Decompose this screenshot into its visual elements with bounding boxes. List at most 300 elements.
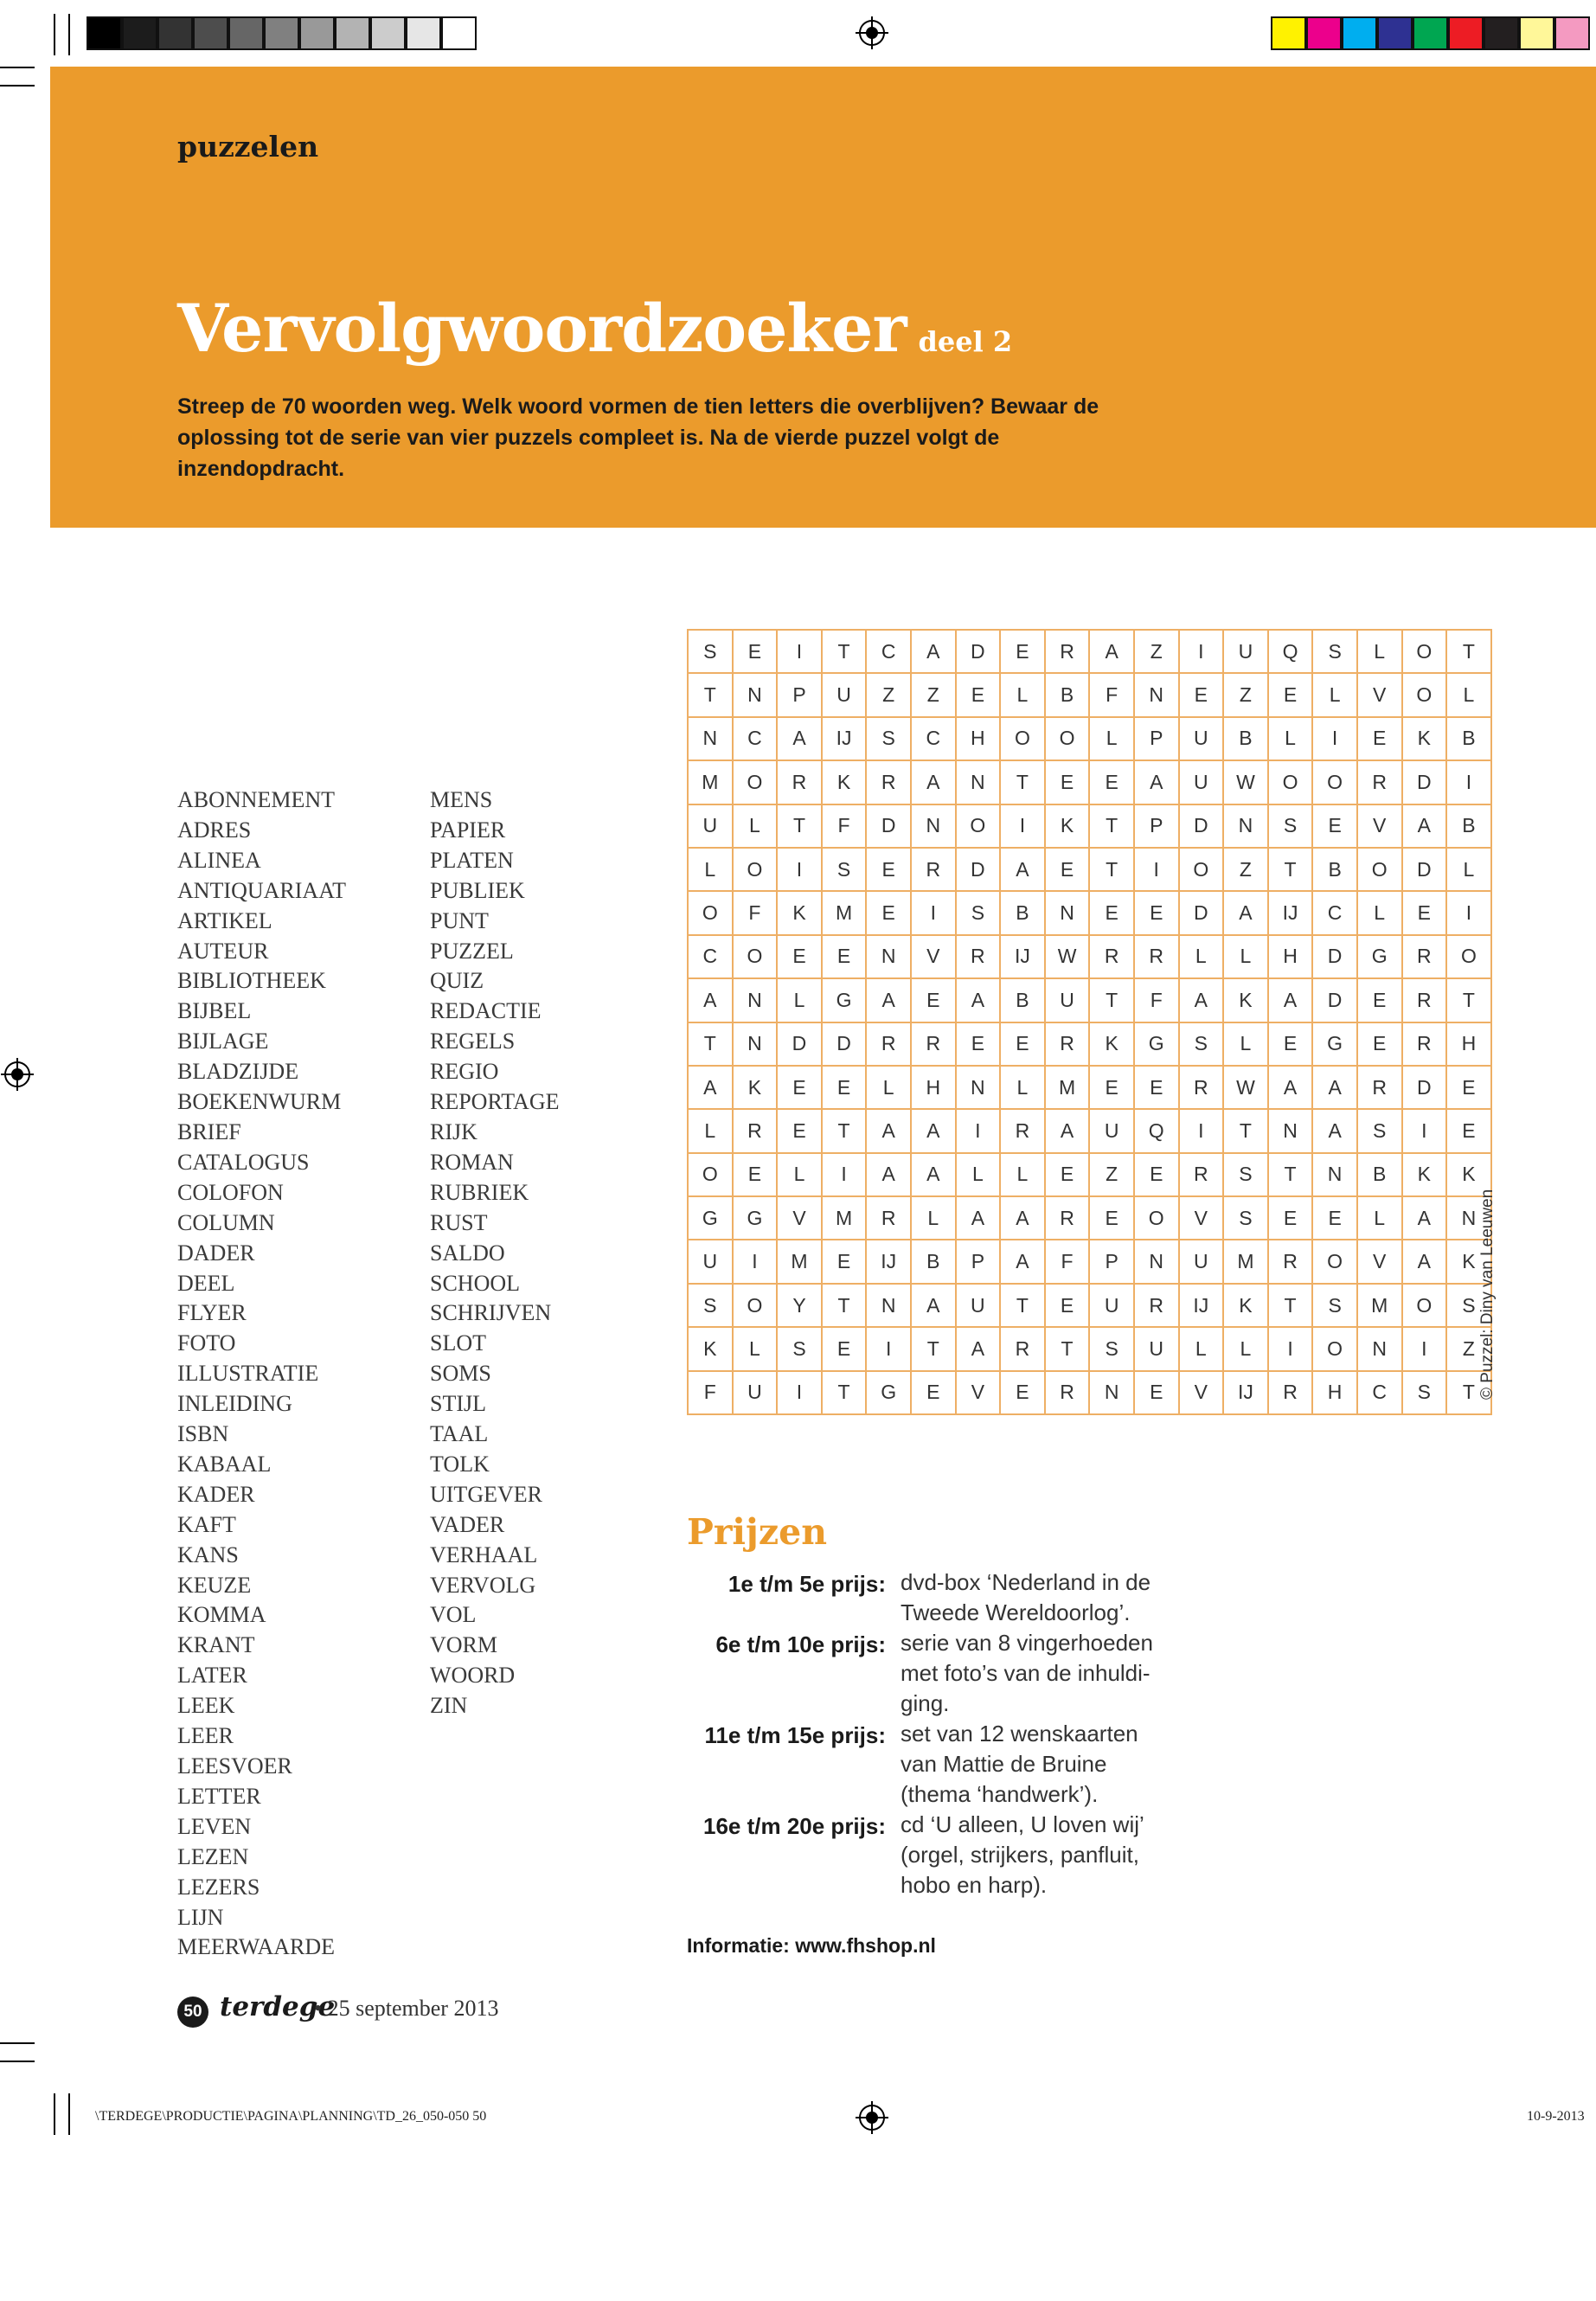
grid-cell[interactable]: IJ xyxy=(1000,935,1045,978)
grid-cell[interactable]: O xyxy=(733,1284,778,1327)
grid-cell[interactable]: H xyxy=(1268,935,1313,978)
grid-cell[interactable]: R xyxy=(1045,1196,1090,1240)
grid-cell[interactable]: E xyxy=(777,1066,822,1109)
grid-cell[interactable]: L xyxy=(1268,717,1313,760)
grid-cell[interactable]: A xyxy=(911,1284,956,1327)
grid-cell[interactable]: O xyxy=(688,1153,733,1196)
grid-cell[interactable]: L xyxy=(777,1153,822,1196)
grid-cell[interactable]: K xyxy=(1045,804,1090,848)
grid-cell[interactable]: R xyxy=(1402,1022,1447,1066)
grid-cell[interactable]: E xyxy=(1000,1022,1045,1066)
grid-cell[interactable]: E xyxy=(822,1327,867,1370)
grid-cell[interactable]: A xyxy=(956,978,1001,1022)
grid-cell[interactable]: O xyxy=(1357,848,1402,891)
grid-cell[interactable]: L xyxy=(911,1196,956,1240)
grid-cell[interactable]: N xyxy=(733,673,778,716)
grid-cell[interactable]: D xyxy=(1179,804,1224,848)
grid-cell[interactable]: A xyxy=(866,1153,911,1196)
grid-cell[interactable]: C xyxy=(733,717,778,760)
grid-cell[interactable]: K xyxy=(1402,717,1447,760)
grid-cell[interactable]: E xyxy=(1134,1371,1179,1414)
grid-cell[interactable]: T xyxy=(1000,1284,1045,1327)
grid-cell[interactable]: E xyxy=(1312,1196,1357,1240)
grid-cell[interactable]: E xyxy=(956,1022,1001,1066)
grid-cell[interactable]: S xyxy=(866,717,911,760)
grid-cell[interactable]: V xyxy=(911,935,956,978)
grid-cell[interactable]: M xyxy=(1223,1240,1268,1283)
grid-cell[interactable]: N xyxy=(956,1066,1001,1109)
grid-cell[interactable]: I xyxy=(777,630,822,673)
grid-cell[interactable]: C xyxy=(1357,1371,1402,1414)
grid-cell[interactable]: E xyxy=(1312,804,1357,848)
grid-cell[interactable]: I xyxy=(1179,1109,1224,1152)
grid-cell[interactable]: U xyxy=(956,1284,1001,1327)
grid-cell[interactable]: Z xyxy=(1223,848,1268,891)
grid-cell[interactable]: T xyxy=(1223,1109,1268,1152)
grid-cell[interactable]: R xyxy=(911,848,956,891)
grid-cell[interactable]: E xyxy=(1089,891,1134,934)
grid-cell[interactable]: B xyxy=(1000,891,1045,934)
grid-cell[interactable]: L xyxy=(1357,630,1402,673)
grid-cell[interactable]: L xyxy=(1357,891,1402,934)
grid-cell[interactable]: E xyxy=(1089,1066,1134,1109)
grid-cell[interactable]: R xyxy=(1045,630,1090,673)
grid-cell[interactable]: P xyxy=(1134,804,1179,848)
grid-cell[interactable]: A xyxy=(956,1327,1001,1370)
grid-cell[interactable]: Q xyxy=(1268,630,1313,673)
grid-cell[interactable]: L xyxy=(1089,717,1134,760)
grid-cell[interactable]: S xyxy=(1223,1153,1268,1196)
grid-cell[interactable]: A xyxy=(1223,891,1268,934)
grid-cell[interactable]: S xyxy=(1179,1022,1224,1066)
grid-cell[interactable]: L xyxy=(1223,935,1268,978)
grid-cell[interactable]: N xyxy=(733,1022,778,1066)
grid-cell[interactable]: E xyxy=(1045,1153,1090,1196)
grid-cell[interactable]: S xyxy=(688,1284,733,1327)
grid-cell[interactable]: L xyxy=(733,1327,778,1370)
grid-cell[interactable]: N xyxy=(1045,891,1090,934)
grid-cell[interactable]: N xyxy=(1268,1109,1313,1152)
grid-cell[interactable]: A xyxy=(911,760,956,804)
grid-cell[interactable]: N xyxy=(1357,1327,1402,1370)
grid-cell[interactable]: R xyxy=(1179,1153,1224,1196)
grid-cell[interactable]: O xyxy=(1312,1327,1357,1370)
grid-cell[interactable]: O xyxy=(733,935,778,978)
grid-cell[interactable]: B xyxy=(1446,717,1491,760)
grid-cell[interactable]: E xyxy=(1134,1066,1179,1109)
grid-cell[interactable]: F xyxy=(1045,1240,1090,1283)
grid-cell[interactable]: D xyxy=(1402,1066,1447,1109)
grid-cell[interactable]: K xyxy=(1402,1153,1447,1196)
grid-cell[interactable]: K xyxy=(1223,1284,1268,1327)
grid-cell[interactable]: IJ xyxy=(1179,1284,1224,1327)
grid-cell[interactable]: L xyxy=(688,1109,733,1152)
grid-cell[interactable]: V xyxy=(1179,1196,1224,1240)
grid-cell[interactable]: A xyxy=(1402,1240,1447,1283)
grid-cell[interactable]: S xyxy=(1223,1196,1268,1240)
grid-cell[interactable]: A xyxy=(1268,978,1313,1022)
grid-cell[interactable]: R xyxy=(1357,760,1402,804)
grid-cell[interactable]: D xyxy=(866,804,911,848)
grid-cell[interactable]: T xyxy=(822,1109,867,1152)
grid-cell[interactable]: Z xyxy=(911,673,956,716)
grid-cell[interactable]: F xyxy=(1134,978,1179,1022)
grid-cell[interactable]: A xyxy=(866,978,911,1022)
grid-cell[interactable]: U xyxy=(822,673,867,716)
grid-cell[interactable]: T xyxy=(822,630,867,673)
grid-cell[interactable]: Z xyxy=(1223,673,1268,716)
grid-cell[interactable]: N xyxy=(956,760,1001,804)
grid-cell[interactable]: O xyxy=(1045,717,1090,760)
grid-cell[interactable]: T xyxy=(777,804,822,848)
grid-cell[interactable]: S xyxy=(1312,630,1357,673)
grid-cell[interactable]: V xyxy=(1357,804,1402,848)
grid-cell[interactable]: E xyxy=(1045,1284,1090,1327)
grid-cell[interactable]: R xyxy=(733,1109,778,1152)
grid-cell[interactable]: Z xyxy=(1089,1153,1134,1196)
grid-cell[interactable]: M xyxy=(1045,1066,1090,1109)
grid-cell[interactable]: O xyxy=(1000,717,1045,760)
grid-cell[interactable]: Z xyxy=(1134,630,1179,673)
grid-cell[interactable]: E xyxy=(866,891,911,934)
grid-cell[interactable]: K xyxy=(822,760,867,804)
grid-cell[interactable]: G xyxy=(822,978,867,1022)
grid-cell[interactable]: D xyxy=(1402,760,1447,804)
grid-cell[interactable]: R xyxy=(1357,1066,1402,1109)
grid-cell[interactable]: L xyxy=(1000,673,1045,716)
grid-cell[interactable]: N xyxy=(688,717,733,760)
grid-cell[interactable]: E xyxy=(1268,1196,1313,1240)
grid-cell[interactable]: T xyxy=(688,673,733,716)
grid-cell[interactable]: I xyxy=(1179,630,1224,673)
grid-cell[interactable]: D xyxy=(777,1022,822,1066)
grid-cell[interactable]: E xyxy=(1045,848,1090,891)
grid-cell[interactable]: A xyxy=(1268,1066,1313,1109)
grid-cell[interactable]: R xyxy=(1402,935,1447,978)
grid-cell[interactable]: O xyxy=(1402,673,1447,716)
grid-cell[interactable]: U xyxy=(1134,1327,1179,1370)
grid-cell[interactable]: G xyxy=(1357,935,1402,978)
grid-cell[interactable]: T xyxy=(1446,1371,1491,1414)
grid-cell[interactable]: T xyxy=(911,1327,956,1370)
grid-cell[interactable]: R xyxy=(1000,1327,1045,1370)
grid-cell[interactable]: N xyxy=(1446,1196,1491,1240)
grid-cell[interactable]: O xyxy=(956,804,1001,848)
grid-cell[interactable]: N xyxy=(866,935,911,978)
grid-cell[interactable]: N xyxy=(866,1284,911,1327)
grid-cell[interactable]: L xyxy=(1446,673,1491,716)
grid-cell[interactable]: R xyxy=(956,935,1001,978)
grid-cell[interactable]: A xyxy=(1179,978,1224,1022)
grid-cell[interactable]: A xyxy=(688,1066,733,1109)
grid-cell[interactable]: L xyxy=(1223,1022,1268,1066)
grid-cell[interactable]: B xyxy=(1446,804,1491,848)
grid-cell[interactable]: M xyxy=(777,1240,822,1283)
grid-cell[interactable]: E xyxy=(1268,1022,1313,1066)
grid-cell[interactable]: E xyxy=(1268,673,1313,716)
grid-cell[interactable]: T xyxy=(1446,630,1491,673)
grid-cell[interactable]: E xyxy=(1000,630,1045,673)
grid-cell[interactable]: G xyxy=(1134,1022,1179,1066)
grid-cell[interactable]: R xyxy=(1045,1022,1090,1066)
grid-cell[interactable]: E xyxy=(1446,1066,1491,1109)
grid-cell[interactable]: E xyxy=(1000,1371,1045,1414)
grid-cell[interactable]: T xyxy=(1268,1153,1313,1196)
grid-cell[interactable]: N xyxy=(1223,804,1268,848)
grid-cell[interactable]: H xyxy=(956,717,1001,760)
grid-cell[interactable]: A xyxy=(1134,760,1179,804)
grid-cell[interactable]: A xyxy=(1402,1196,1447,1240)
grid-cell[interactable]: Z xyxy=(1446,1327,1491,1370)
grid-cell[interactable]: S xyxy=(1089,1327,1134,1370)
grid-cell[interactable]: O xyxy=(1446,935,1491,978)
grid-cell[interactable]: L xyxy=(1357,1196,1402,1240)
grid-cell[interactable]: R xyxy=(1089,935,1134,978)
grid-cell[interactable]: R xyxy=(866,760,911,804)
grid-cell[interactable]: P xyxy=(777,673,822,716)
grid-cell[interactable]: A xyxy=(1045,1109,1090,1152)
grid-cell[interactable]: E xyxy=(822,1066,867,1109)
grid-cell[interactable]: L xyxy=(1179,1327,1224,1370)
grid-cell[interactable]: R xyxy=(866,1196,911,1240)
grid-cell[interactable]: K xyxy=(733,1066,778,1109)
grid-cell[interactable]: I xyxy=(777,848,822,891)
grid-cell[interactable]: E xyxy=(956,673,1001,716)
grid-cell[interactable]: V xyxy=(1357,673,1402,716)
grid-cell[interactable]: B xyxy=(911,1240,956,1283)
grid-cell[interactable]: G xyxy=(866,1371,911,1414)
grid-cell[interactable]: S xyxy=(1357,1109,1402,1152)
grid-cell[interactable]: A xyxy=(1312,1066,1357,1109)
grid-cell[interactable]: R xyxy=(866,1022,911,1066)
grid-cell[interactable]: N xyxy=(1134,1240,1179,1283)
grid-cell[interactable]: T xyxy=(1268,848,1313,891)
grid-cell[interactable]: E xyxy=(777,1109,822,1152)
grid-cell[interactable]: N xyxy=(1134,673,1179,716)
grid-cell[interactable]: O xyxy=(733,848,778,891)
grid-cell[interactable]: E xyxy=(777,935,822,978)
grid-cell[interactable]: L xyxy=(1179,935,1224,978)
grid-cell[interactable]: T xyxy=(1045,1327,1090,1370)
grid-cell[interactable]: G xyxy=(1312,1022,1357,1066)
grid-cell[interactable]: S xyxy=(1402,1371,1447,1414)
grid-cell[interactable]: E xyxy=(1045,760,1090,804)
grid-cell[interactable]: K xyxy=(1446,1153,1491,1196)
grid-cell[interactable]: A xyxy=(1000,1240,1045,1283)
grid-cell[interactable]: K xyxy=(688,1327,733,1370)
grid-cell[interactable]: Y xyxy=(777,1284,822,1327)
grid-cell[interactable]: R xyxy=(777,760,822,804)
grid-cell[interactable]: E xyxy=(1357,978,1402,1022)
grid-cell[interactable]: I xyxy=(733,1240,778,1283)
grid-cell[interactable]: U xyxy=(1045,978,1090,1022)
grid-cell[interactable]: S xyxy=(1446,1284,1491,1327)
grid-cell[interactable]: N xyxy=(733,978,778,1022)
grid-cell[interactable]: A xyxy=(1000,848,1045,891)
grid-cell[interactable]: L xyxy=(777,978,822,1022)
grid-cell[interactable]: E xyxy=(822,935,867,978)
grid-cell[interactable]: A xyxy=(688,978,733,1022)
grid-cell[interactable]: D xyxy=(822,1022,867,1066)
grid-cell[interactable]: B xyxy=(1223,717,1268,760)
grid-cell[interactable]: M xyxy=(1357,1284,1402,1327)
grid-cell[interactable]: S xyxy=(822,848,867,891)
grid-cell[interactable]: T xyxy=(1000,760,1045,804)
grid-cell[interactable]: L xyxy=(866,1066,911,1109)
grid-cell[interactable]: U xyxy=(1089,1284,1134,1327)
grid-cell[interactable]: R xyxy=(1000,1109,1045,1152)
grid-cell[interactable]: B xyxy=(1000,978,1045,1022)
grid-cell[interactable]: R xyxy=(1268,1240,1313,1283)
grid-cell[interactable]: T xyxy=(1089,978,1134,1022)
grid-cell[interactable]: W xyxy=(1223,1066,1268,1109)
grid-cell[interactable]: K xyxy=(777,891,822,934)
grid-cell[interactable]: V xyxy=(956,1371,1001,1414)
grid-cell[interactable]: P xyxy=(1089,1240,1134,1283)
grid-cell[interactable]: U xyxy=(1179,717,1224,760)
grid-cell[interactable]: P xyxy=(1134,717,1179,760)
grid-cell[interactable]: V xyxy=(777,1196,822,1240)
grid-cell[interactable]: O xyxy=(1312,760,1357,804)
grid-cell[interactable]: S xyxy=(956,891,1001,934)
grid-cell[interactable]: O xyxy=(688,891,733,934)
grid-cell[interactable]: L xyxy=(688,848,733,891)
grid-cell[interactable]: R xyxy=(1045,1371,1090,1414)
grid-cell[interactable]: I xyxy=(1134,848,1179,891)
grid-cell[interactable]: V xyxy=(1179,1371,1224,1414)
grid-cell[interactable]: IJ xyxy=(1268,891,1313,934)
grid-cell[interactable]: P xyxy=(956,1240,1001,1283)
grid-cell[interactable]: O xyxy=(1402,1284,1447,1327)
grid-cell[interactable]: M xyxy=(688,760,733,804)
grid-cell[interactable]: I xyxy=(1446,760,1491,804)
grid-cell[interactable]: S xyxy=(1268,804,1313,848)
grid-cell[interactable]: E xyxy=(1179,673,1224,716)
grid-cell[interactable]: K xyxy=(1089,1022,1134,1066)
grid-cell[interactable]: IJ xyxy=(1223,1371,1268,1414)
grid-cell[interactable]: T xyxy=(1268,1284,1313,1327)
grid-cell[interactable]: I xyxy=(956,1109,1001,1152)
grid-cell[interactable]: A xyxy=(911,1109,956,1152)
grid-cell[interactable]: L xyxy=(1223,1327,1268,1370)
grid-cell[interactable]: T xyxy=(822,1371,867,1414)
grid-cell[interactable]: S xyxy=(688,630,733,673)
grid-cell[interactable]: W xyxy=(1223,760,1268,804)
grid-cell[interactable]: A xyxy=(866,1109,911,1152)
grid-cell[interactable]: C xyxy=(866,630,911,673)
grid-cell[interactable]: D xyxy=(1402,848,1447,891)
grid-cell[interactable]: C xyxy=(688,935,733,978)
grid-cell[interactable]: A xyxy=(1089,630,1134,673)
grid-cell[interactable]: U xyxy=(688,1240,733,1283)
grid-cell[interactable]: N xyxy=(1312,1153,1357,1196)
grid-cell[interactable]: I xyxy=(822,1153,867,1196)
grid-cell[interactable]: F xyxy=(688,1371,733,1414)
grid-cell[interactable]: Z xyxy=(866,673,911,716)
grid-cell[interactable]: T xyxy=(1089,804,1134,848)
grid-cell[interactable]: U xyxy=(688,804,733,848)
grid-cell[interactable]: A xyxy=(911,630,956,673)
grid-cell[interactable]: S xyxy=(777,1327,822,1370)
grid-cell[interactable]: O xyxy=(1134,1196,1179,1240)
grid-cell[interactable]: E xyxy=(911,1371,956,1414)
grid-cell[interactable]: E xyxy=(822,1240,867,1283)
grid-cell[interactable]: D xyxy=(956,630,1001,673)
grid-cell[interactable]: B xyxy=(1045,673,1090,716)
grid-cell[interactable]: A xyxy=(1402,804,1447,848)
grid-cell[interactable]: O xyxy=(1179,848,1224,891)
grid-cell[interactable]: I xyxy=(1268,1327,1313,1370)
grid-cell[interactable]: D xyxy=(1179,891,1224,934)
grid-cell[interactable]: T xyxy=(688,1022,733,1066)
grid-cell[interactable]: E xyxy=(1357,1022,1402,1066)
grid-cell[interactable]: I xyxy=(1446,891,1491,934)
grid-cell[interactable]: O xyxy=(733,760,778,804)
grid-cell[interactable]: F xyxy=(822,804,867,848)
grid-cell[interactable]: E xyxy=(1357,717,1402,760)
grid-cell[interactable]: H xyxy=(911,1066,956,1109)
grid-cell[interactable]: E xyxy=(1134,891,1179,934)
grid-cell[interactable]: K xyxy=(1446,1240,1491,1283)
grid-cell[interactable]: I xyxy=(1402,1109,1447,1152)
grid-cell[interactable]: D xyxy=(956,848,1001,891)
grid-cell[interactable]: N xyxy=(1089,1371,1134,1414)
grid-cell[interactable]: S xyxy=(1312,1284,1357,1327)
grid-cell[interactable]: L xyxy=(1000,1066,1045,1109)
grid-cell[interactable]: K xyxy=(1223,978,1268,1022)
grid-cell[interactable]: L xyxy=(733,804,778,848)
grid-cell[interactable]: E xyxy=(1446,1109,1491,1152)
grid-cell[interactable]: T xyxy=(1089,848,1134,891)
grid-cell[interactable]: R xyxy=(1268,1371,1313,1414)
grid-cell[interactable]: R xyxy=(911,1022,956,1066)
grid-cell[interactable]: R xyxy=(1402,978,1447,1022)
grid-cell[interactable]: E xyxy=(911,978,956,1022)
grid-cell[interactable]: U xyxy=(1179,760,1224,804)
grid-cell[interactable]: R xyxy=(1134,1284,1179,1327)
grid-cell[interactable]: B xyxy=(1357,1153,1402,1196)
grid-cell[interactable]: E xyxy=(1134,1153,1179,1196)
grid-cell[interactable]: E xyxy=(1089,1196,1134,1240)
grid-cell[interactable]: N xyxy=(911,804,956,848)
grid-cell[interactable]: IJ xyxy=(822,717,867,760)
grid-cell[interactable]: I xyxy=(911,891,956,934)
grid-cell[interactable]: O xyxy=(1312,1240,1357,1283)
grid-cell[interactable]: D xyxy=(1312,935,1357,978)
grid-cell[interactable]: IJ xyxy=(866,1240,911,1283)
grid-cell[interactable]: H xyxy=(1446,1022,1491,1066)
grid-cell[interactable]: U xyxy=(1223,630,1268,673)
grid-cell[interactable]: T xyxy=(822,1284,867,1327)
grid-cell[interactable]: A xyxy=(956,1196,1001,1240)
grid-cell[interactable]: L xyxy=(1446,848,1491,891)
grid-cell[interactable]: R xyxy=(1179,1066,1224,1109)
grid-cell[interactable]: D xyxy=(1312,978,1357,1022)
grid-cell[interactable]: L xyxy=(1000,1153,1045,1196)
grid-cell[interactable]: I xyxy=(777,1371,822,1414)
grid-cell[interactable]: U xyxy=(1179,1240,1224,1283)
grid-cell[interactable]: L xyxy=(1312,673,1357,716)
grid-cell[interactable]: W xyxy=(1045,935,1090,978)
grid-cell[interactable]: G xyxy=(733,1196,778,1240)
grid-cell[interactable]: Q xyxy=(1134,1109,1179,1152)
grid-cell[interactable]: M xyxy=(822,891,867,934)
grid-cell[interactable]: V xyxy=(1357,1240,1402,1283)
grid-cell[interactable]: E xyxy=(1402,891,1447,934)
grid-cell[interactable]: F xyxy=(1089,673,1134,716)
grid-cell[interactable]: I xyxy=(1312,717,1357,760)
grid-cell[interactable]: H xyxy=(1312,1371,1357,1414)
